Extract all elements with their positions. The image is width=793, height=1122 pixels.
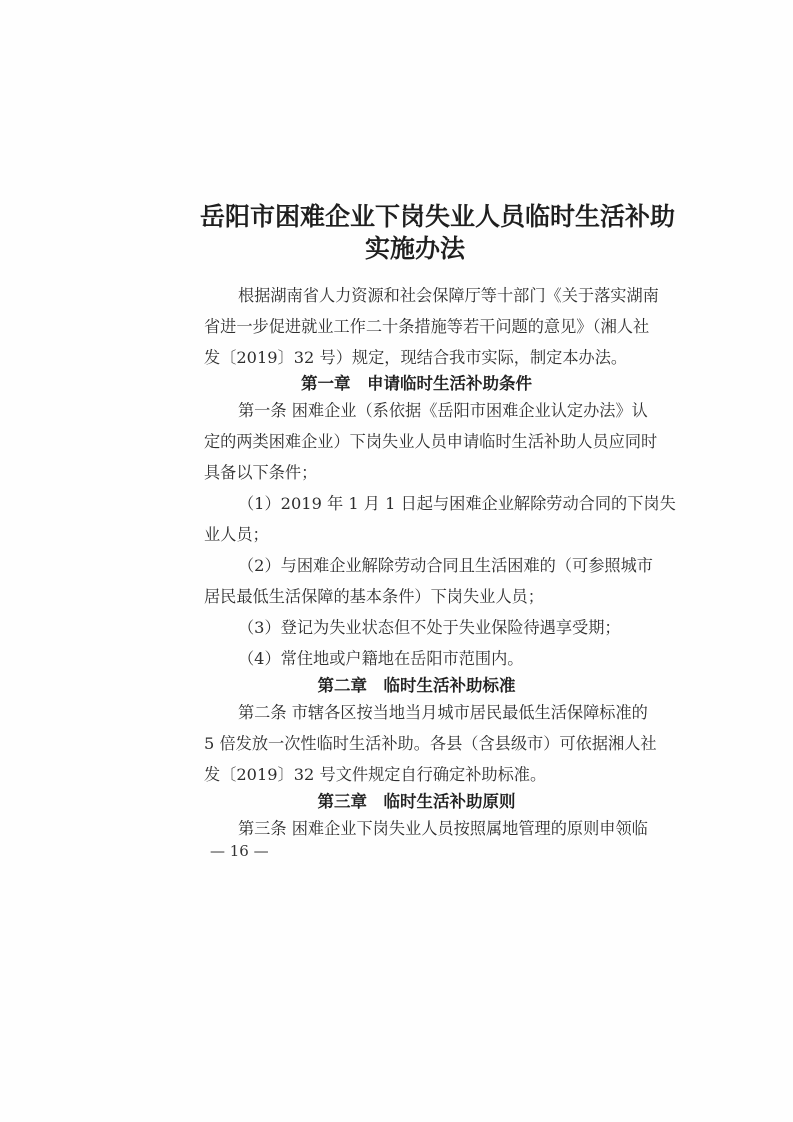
condition-3: （3）登记为失业状态但不处于失业保险待遇享受期； [238, 618, 621, 637]
article-1-line-1: 第一条 困难企业（系依据《岳阳市困难企业认定办法》认 [238, 401, 648, 420]
condition-1-line-1: （1）2019 年 1 月 1 日起与困难企业解除劳动合同的下岗失 [238, 494, 676, 513]
article-1-line-3: 具备以下条件； [204, 463, 318, 482]
article-1-line-2: 定的两类困难企业）下岗失业人员申请临时生活补助人员应同时 [204, 432, 658, 451]
condition-2-line-1: （2）与困难企业解除劳动合同且生活困难的（可参照城市 [238, 556, 653, 575]
page-number: — 16 — [210, 842, 269, 860]
document-title-line1: 岳阳市困难企业下岗失业人员临时生活补助 [200, 202, 676, 231]
document-title-line2: 实施办法 [364, 234, 465, 263]
condition-4: （4）常住地或户籍地在岳阳市范围内。 [238, 649, 524, 668]
intro-line-3: 发〔2019〕32 号）规定，现结合我市实际，制定本办法。 [204, 348, 628, 367]
chapter-2-heading: 第二章 临时生活补助标准 [317, 676, 516, 695]
intro-line-2: 省进一步促进就业工作二十条措施等若干问题的意见》（湘人社 [204, 317, 650, 336]
article-2-line-2: 5 倍发放一次性临时生活补助。各县（含县级市）可依据湘人社 [204, 734, 657, 753]
chapter-1-heading: 第一章 申请临时生活补助条件 [301, 374, 532, 393]
intro-line-1: 根据湖南省人力资源和社会保障厅等十部门《关于落实湖南 [238, 286, 659, 305]
condition-2-line-2: 居民最低生活保障的基本条件）下岗失业人员； [204, 587, 544, 606]
article-2-line-3: 发〔2019〕32 号文件规定自行确定补助标准。 [204, 765, 547, 784]
article-3-line-1: 第三条 困难企业下岗失业人员按照属地管理的原则申领临 [238, 819, 648, 838]
chapter-3-heading: 第三章 临时生活补助原则 [317, 792, 516, 811]
condition-1-line-2: 业人员； [204, 525, 269, 544]
article-2-line-1: 第二条 市辖各区按当地当月城市居民最低生活保障标准的 [238, 703, 648, 722]
